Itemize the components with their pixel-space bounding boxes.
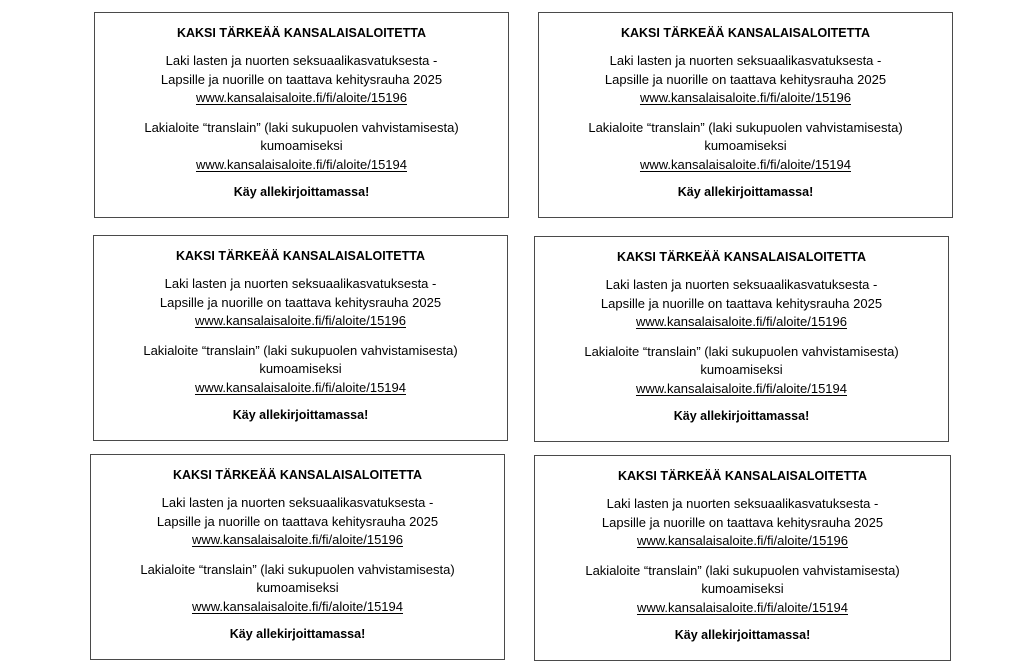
flyer-card: [538, 12, 953, 218]
initiative-2-line-2: kumoamiseksi: [259, 361, 342, 376]
call-to-action: Käy allekirjoittamassa!: [232, 408, 369, 422]
initiative-1-link[interactable]: www.kansalaisaloite.fi/fi/aloite/15196: [191, 532, 403, 547]
initiative-2: [91, 561, 504, 617]
initiative-1: [91, 494, 504, 550]
initiative-2-line-1: Lakialoite “translain” (laki sukupuolen vahvistamisesta): [143, 342, 458, 358]
initiative-2-line-1: Lakialoite “translain” (laki sukupuolen vahvistamisesta): [588, 119, 903, 135]
initiative-2-line-2: kumoamiseksi: [700, 362, 783, 377]
initiative-1-line-1: Laki lasten ja nuorten seksuaalikasvatuksesta -: [164, 276, 437, 291]
initiative-1-link[interactable]: www.kansalaisaloite.fi/fi/aloite/15196: [636, 533, 848, 548]
call-to-action: Käy allekirjoittamassa!: [233, 185, 370, 199]
initiative-1-line-2: Lapsille ja nuorille on taattava kehitysrauha 2025: [604, 71, 887, 87]
initiative-1: [94, 275, 507, 331]
initiative-1: [535, 276, 948, 332]
call-to-action: Käy allekirjoittamassa!: [677, 185, 814, 199]
initiative-2: [535, 562, 950, 618]
initiative-2-line-1: Lakialoite “translain” (laki sukupuolen vahvistamisesta): [140, 561, 455, 577]
initiative-1-link[interactable]: www.kansalaisaloite.fi/fi/aloite/15196: [635, 314, 847, 329]
initiative-2-line-2: kumoamiseksi: [256, 580, 339, 595]
initiative-2: [94, 342, 507, 398]
card-title: KAKSI TÄRKEÄÄ KANSALAISALOITETTA: [175, 249, 426, 263]
initiative-1: [539, 52, 952, 108]
initiative-2-line-1: Lakialoite “translain” (laki sukupuolen vahvistamisesta): [144, 119, 459, 135]
initiative-1-line-1: Laki lasten ja nuorten seksuaalikasvatuksesta -: [609, 53, 882, 68]
initiative-2-link[interactable]: www.kansalaisaloite.fi/fi/aloite/15194: [636, 599, 848, 615]
initiative-2-line-2: kumoamiseksi: [260, 138, 343, 153]
flyer-card: [534, 236, 949, 442]
call-to-action: Käy allekirjoittamassa!: [673, 409, 810, 423]
initiative-2-line-2: kumoamiseksi: [704, 138, 787, 153]
call-to-action: Käy allekirjoittamassa!: [674, 628, 811, 642]
flyer-card: [94, 12, 509, 218]
initiative-2-link[interactable]: www.kansalaisaloite.fi/fi/aloite/15194: [635, 380, 847, 396]
card-title: KAKSI TÄRKEÄÄ KANSALAISALOITETTA: [620, 26, 871, 40]
card-title: KAKSI TÄRKEÄÄ KANSALAISALOITETTA: [176, 26, 427, 40]
initiative-2-line-2: kumoamiseksi: [701, 581, 784, 596]
card-title: KAKSI TÄRKEÄÄ KANSALAISALOITETTA: [172, 468, 423, 482]
initiative-1-link[interactable]: www.kansalaisaloite.fi/fi/aloite/15196: [194, 313, 406, 328]
initiative-2-link[interactable]: www.kansalaisaloite.fi/fi/aloite/15194: [194, 379, 406, 395]
flyer-card: [93, 235, 508, 441]
initiative-2-link[interactable]: www.kansalaisaloite.fi/fi/aloite/15194: [639, 156, 851, 172]
flyer-card: [90, 454, 505, 660]
initiative-2-line-1: Lakialoite “translain” (laki sukupuolen vahvistamisesta): [584, 343, 899, 359]
initiative-2-line-1: Lakialoite “translain” (laki sukupuolen vahvistamisesta): [585, 562, 900, 578]
initiative-1-line-2: Lapsille ja nuorille on taattava kehitysrauha 2025: [601, 514, 884, 530]
card-title: KAKSI TÄRKEÄÄ KANSALAISALOITETTA: [616, 250, 867, 264]
initiative-1-line-1: Laki lasten ja nuorten seksuaalikasvatuksesta -: [605, 277, 878, 292]
initiative-1-link[interactable]: www.kansalaisaloite.fi/fi/aloite/15196: [195, 90, 407, 105]
initiative-1-line-1: Laki lasten ja nuorten seksuaalikasvatuksesta -: [161, 495, 434, 510]
initiative-1-link[interactable]: www.kansalaisaloite.fi/fi/aloite/15196: [639, 90, 851, 105]
initiative-1-line-1: Laki lasten ja nuorten seksuaalikasvatuksesta -: [606, 496, 879, 511]
initiative-1-line-2: Lapsille ja nuorille on taattava kehitysrauha 2025: [600, 295, 883, 311]
initiative-2: [95, 119, 508, 175]
initiative-1-line-2: Lapsille ja nuorille on taattava kehitysrauha 2025: [156, 513, 439, 529]
initiative-2-link[interactable]: www.kansalaisaloite.fi/fi/aloite/15194: [191, 598, 403, 614]
initiative-1-line-2: Lapsille ja nuorille on taattava kehitysrauha 2025: [160, 71, 443, 87]
initiative-1-line-1: Laki lasten ja nuorten seksuaalikasvatuksesta -: [165, 53, 438, 68]
initiative-2-link[interactable]: www.kansalaisaloite.fi/fi/aloite/15194: [195, 156, 407, 172]
initiative-1: [535, 495, 950, 551]
initiative-2: [535, 343, 948, 399]
initiative-1: [95, 52, 508, 108]
initiative-1-line-2: Lapsille ja nuorille on taattava kehitysrauha 2025: [159, 294, 442, 310]
flyer-card: [534, 455, 951, 661]
card-title: KAKSI TÄRKEÄÄ KANSALAISALOITETTA: [617, 469, 868, 483]
initiative-2: [539, 119, 952, 175]
call-to-action: Käy allekirjoittamassa!: [229, 627, 366, 641]
